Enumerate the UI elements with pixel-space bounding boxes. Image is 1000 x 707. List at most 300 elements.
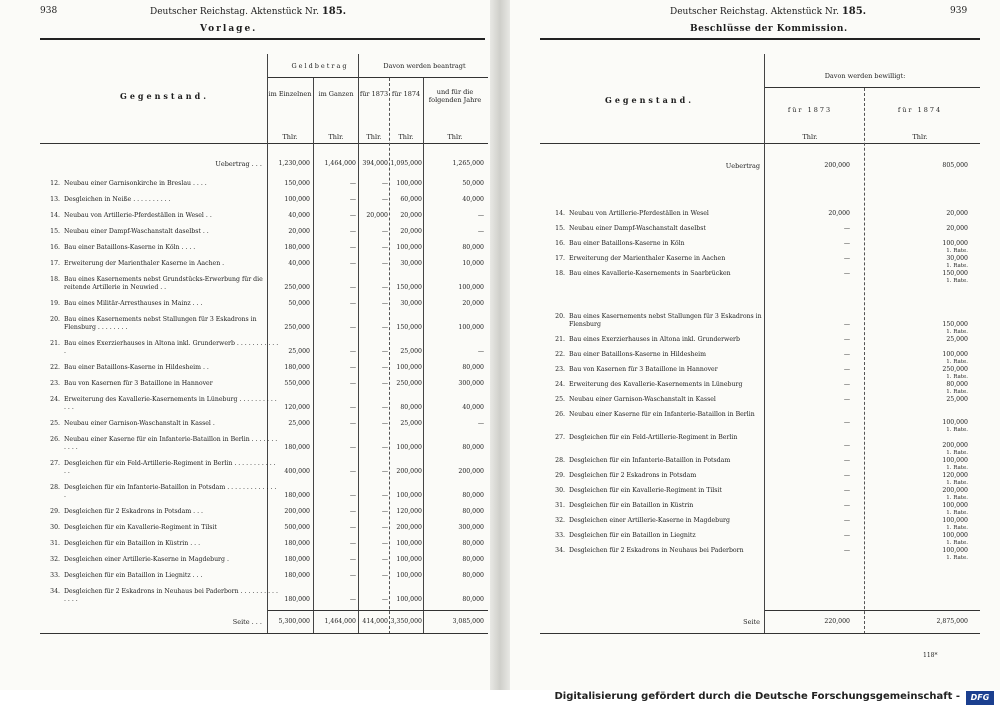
row-value: —	[477, 212, 484, 219]
left-col-geldbetrag: Geldbetrag	[291, 62, 349, 70]
left-unit-1: Thlr.	[282, 133, 298, 141]
row-description: Bau eines Kasernements nebst Grundstücks-Erwerbung für die reitende Artillerie in Neuwied . .	[64, 276, 263, 291]
right-top-rule	[540, 38, 980, 40]
right-header-bottom-rule	[540, 143, 980, 144]
row-value: —	[843, 457, 850, 464]
row-value: 180,000	[284, 596, 310, 603]
row-number: 22.	[50, 364, 60, 371]
row-value: 150,000	[396, 324, 422, 331]
row-value: 20,000	[946, 225, 968, 232]
row-rate: 1. Rate.	[946, 248, 968, 254]
right-col-1874: für 1874	[897, 106, 943, 114]
footer-credit: Digitalisierung gefördert durch die Deutsche Forschungsgemeinschaft -	[554, 691, 960, 702]
row-description: Desgleichen einer Artillerie-Kaserne in Magdeburg	[569, 517, 730, 524]
row-rate: 1. Rate.	[946, 495, 968, 501]
row-description: Desgleichen für ein Kavallerie-Regiment in Tilsit	[64, 524, 217, 531]
right-uebertrag-label: Uebertrag	[725, 162, 760, 170]
row-value: —	[843, 381, 850, 388]
row-number: 24.	[555, 381, 565, 388]
row-value: 100,000	[942, 351, 968, 358]
row-description: Desgleichen für ein Bataillon in Küstrin . . .	[64, 540, 201, 547]
row-rate: 1. Rate.	[946, 389, 968, 395]
row-description: Desgleichen für ein Bataillon in Liegnitz . . .	[64, 572, 203, 579]
row-value: 100,000	[942, 547, 968, 554]
row-value: —	[349, 572, 356, 579]
row-number: 20.	[555, 313, 565, 320]
row-value: —	[843, 255, 850, 262]
left-unit-2: Thlr.	[328, 133, 344, 141]
row-value: 500,000	[284, 524, 310, 531]
row-value: 80,000	[462, 596, 484, 603]
row-value: —	[843, 502, 850, 509]
row-number: 15.	[555, 225, 565, 232]
row-value: 250,000	[284, 324, 310, 331]
row-rate: 1. Rate.	[946, 359, 968, 365]
row-description: Bau eines Kasernements nebst Stallungen für 3 Eskadrons in Flensburg . . . . . . . .	[64, 316, 257, 331]
row-value: 100,000	[942, 517, 968, 524]
row-description: Desgleichen für ein Infanterie-Bataillon in Potsdam . . . . . . . . . . . . . .	[64, 484, 277, 499]
left-section-title: Vorlage.	[200, 24, 258, 34]
left-sum-rule	[268, 610, 488, 611]
row-value: —	[349, 508, 356, 515]
left-page	[0, 0, 490, 690]
row-value: —	[381, 444, 388, 451]
right-sum-rule	[765, 610, 980, 611]
row-value: —	[349, 468, 356, 475]
row-rate: 1. Rate.	[946, 465, 968, 471]
row-number: 26.	[555, 411, 565, 418]
row-value: —	[477, 420, 484, 427]
row-value: 30,000	[946, 255, 968, 262]
right-bottom-rule	[540, 633, 980, 634]
row-description: Neubau einer Kaserne für ein Infanterie-Bataillon in Berlin	[569, 411, 755, 418]
row-rate: 1. Rate.	[946, 525, 968, 531]
row-value: 40,000	[462, 404, 484, 411]
row-description: Neubau von Artillerie-Pferdeställen in Wesel . .	[64, 212, 212, 219]
row-value: —	[381, 492, 388, 499]
row-value: —	[349, 364, 356, 371]
row-number: 30.	[555, 487, 565, 494]
right-section-title: Beschlüsse der Kommission.	[690, 24, 848, 34]
right-uebertrag-value-1: 200,000	[824, 162, 850, 169]
left-col-davon: Davon werden beantragt	[383, 62, 466, 70]
row-value: —	[349, 380, 356, 387]
row-value: 30,000	[400, 260, 422, 267]
row-number: 30.	[50, 524, 60, 531]
left-seite-value-2: 1,464,000	[324, 618, 356, 625]
left-uebertrag-label: Uebertrag . . .	[215, 160, 262, 168]
row-value: —	[349, 300, 356, 307]
left-top-rule	[40, 38, 485, 40]
row-value: 200,000	[396, 524, 422, 531]
row-description: Neubau einer Garnison-Waschanstalt in Kassel	[569, 396, 716, 403]
row-number: 12.	[50, 180, 60, 187]
row-number: 34.	[555, 547, 565, 554]
row-value: —	[349, 492, 356, 499]
row-value: —	[349, 540, 356, 547]
row-value: 40,000	[462, 196, 484, 203]
left-col-einzelnen: im Einzelnen	[268, 90, 312, 98]
row-number: 14.	[555, 210, 565, 217]
row-value: 100,000	[458, 324, 484, 331]
row-value: 100,000	[396, 492, 422, 499]
row-value: 100,000	[942, 457, 968, 464]
row-description: Bau eines Kavallerie-Kasernements in Saarbrücken	[569, 270, 731, 277]
row-description: Erweiterung des Kavallerie-Kasernements in Lüneburg . . . . . . . . . . . . .	[64, 396, 277, 411]
row-value: 100,000	[458, 284, 484, 291]
right-page	[510, 0, 1000, 690]
row-value: 25,000	[288, 348, 310, 355]
row-value: 100,000	[396, 596, 422, 603]
row-value: 300,000	[458, 524, 484, 531]
row-value: —	[381, 508, 388, 515]
left-seite-value-3: 414,000	[362, 618, 388, 625]
row-value: 25,000	[946, 396, 968, 403]
row-value: —	[843, 396, 850, 403]
left-unit-4: Thlr.	[398, 133, 414, 141]
row-value: 100,000	[942, 419, 968, 426]
row-rate: 1. Rate.	[946, 510, 968, 516]
row-value: —	[349, 404, 356, 411]
row-number: 16.	[555, 240, 565, 247]
row-value: —	[381, 380, 388, 387]
row-rate: 1. Rate.	[946, 450, 968, 456]
row-value: —	[843, 240, 850, 247]
left-col-folgende: und für die folgenden Jahre	[428, 88, 482, 104]
row-value: 50,000	[288, 300, 310, 307]
row-rate: 1. Rate.	[946, 278, 968, 284]
row-value: 25,000	[946, 336, 968, 343]
right-seite-value-2: 2,875,000	[936, 618, 968, 625]
row-value: 25,000	[400, 348, 422, 355]
row-value: 100,000	[396, 540, 422, 547]
row-description: Desgleichen für ein Feld-Artillerie-Regiment in Berlin . . . . . . . . . . . . .	[64, 460, 276, 475]
row-value: 80,000	[462, 540, 484, 547]
row-number: 18.	[50, 276, 60, 283]
row-value: 80,000	[462, 492, 484, 499]
row-number: 22.	[555, 351, 565, 358]
row-value: —	[349, 324, 356, 331]
row-value: 180,000	[284, 556, 310, 563]
row-value: —	[349, 284, 356, 291]
row-value: 150,000	[396, 284, 422, 291]
row-number: 33.	[50, 572, 60, 579]
row-number: 14.	[50, 212, 60, 219]
row-description: Erweiterung des Kavallerie-Kasernements in Lüneburg	[569, 381, 743, 388]
row-value: 60,000	[400, 196, 422, 203]
row-number: 28.	[50, 484, 60, 491]
row-value: —	[349, 596, 356, 603]
left-running-header	[150, 6, 346, 17]
row-value: —	[843, 270, 850, 277]
row-value: 120,000	[284, 404, 310, 411]
row-value: 80,000	[462, 244, 484, 251]
row-value: —	[349, 556, 356, 563]
row-description: Neubau einer Dampf-Waschanstalt daselbst . .	[64, 228, 209, 235]
row-number: 27.	[555, 434, 565, 441]
row-value: 180,000	[284, 572, 310, 579]
right-header-text: Deutscher Reichstag. Aktenstück Nr.	[670, 7, 839, 17]
row-value: —	[349, 348, 356, 355]
row-value: 80,000	[462, 508, 484, 515]
row-value: —	[843, 472, 850, 479]
row-value: —	[349, 196, 356, 203]
row-description: Bau von Kasernen für 3 Bataillone in Hannover	[64, 380, 213, 387]
left-col-ganzen: im Ganzen	[318, 90, 354, 98]
row-description: Desgleichen für ein Bataillon in Küstrin	[569, 502, 694, 509]
row-description: Neubau von Artillerie-Pferdeställen in Wesel	[569, 210, 709, 217]
row-value: —	[843, 547, 850, 554]
row-value: 20,000	[400, 212, 422, 219]
row-description: Desgleichen für ein Infanterie-Bataillon in Potsdam	[569, 457, 731, 464]
left-col-1874: für 1874	[391, 90, 421, 98]
row-value: 80,000	[462, 572, 484, 579]
row-value: —	[381, 300, 388, 307]
row-value: 25,000	[288, 420, 310, 427]
row-description: Neubau einer Garnison-Waschanstalt in Kassel .	[64, 420, 215, 427]
row-value: —	[349, 420, 356, 427]
row-number: 18.	[555, 270, 565, 277]
row-number: 16.	[50, 244, 60, 251]
row-value: 250,000	[396, 380, 422, 387]
right-col-1873: für 1873	[787, 106, 833, 114]
row-rate: 1. Rate.	[946, 263, 968, 269]
row-description: Desgleichen für 2 Eskadrons in Neuhaus bei Paderborn . . . . . . . . . . . . . .	[64, 588, 278, 603]
right-running-header	[670, 6, 866, 17]
row-value: 200,000	[942, 442, 968, 449]
row-description: Desgleichen für ein Bataillon in Liegnitz	[569, 532, 696, 539]
row-value: 180,000	[284, 492, 310, 499]
row-rate: 1. Rate.	[946, 555, 968, 561]
row-number: 34.	[50, 588, 60, 595]
row-number: 32.	[555, 517, 565, 524]
row-value: —	[381, 364, 388, 371]
row-value: —	[843, 336, 850, 343]
row-value: —	[349, 260, 356, 267]
left-unit-5: Thlr.	[447, 133, 463, 141]
row-description: Desgleichen für 2 Eskadrons in Potsdam . . .	[64, 508, 203, 515]
right-unit-2: Thlr.	[912, 133, 928, 141]
left-uebertrag-value-4: 1,095,000	[390, 160, 422, 167]
row-description: Desgleichen für ein Kavallerie-Regiment in Tilsit	[569, 487, 722, 494]
row-value: 30,000	[400, 300, 422, 307]
row-description: Desgleichen für 2 Eskadrons in Neuhaus bei Paderborn	[569, 547, 744, 554]
row-number: 24.	[50, 396, 60, 403]
row-value: 180,000	[284, 364, 310, 371]
left-col-1873: für 1873	[359, 90, 389, 98]
row-value: 80,000	[462, 364, 484, 371]
row-number: 29.	[50, 508, 60, 515]
row-value: 200,000	[284, 508, 310, 515]
row-value: —	[477, 348, 484, 355]
row-value: —	[381, 180, 388, 187]
row-value: —	[381, 284, 388, 291]
row-value: —	[381, 260, 388, 267]
right-vline-2	[864, 88, 865, 634]
row-number: 23.	[50, 380, 60, 387]
left-seite-value-4: 3,350,000	[390, 618, 422, 625]
left-seite-value-5: 3,085,000	[452, 618, 484, 625]
row-value: 25,000	[400, 420, 422, 427]
row-description: Neubau einer Kaserne für ein Infanterie-Bataillon in Berlin . . . . . . . . . . .	[64, 436, 278, 451]
row-value: 40,000	[288, 260, 310, 267]
row-value: —	[381, 572, 388, 579]
row-value: 20,000	[288, 228, 310, 235]
row-number: 19.	[50, 300, 60, 307]
row-value: 120,000	[942, 472, 968, 479]
row-value: 80,000	[400, 404, 422, 411]
row-value: —	[349, 180, 356, 187]
row-number: 26.	[50, 436, 60, 443]
row-value: —	[349, 212, 356, 219]
row-rate: 1. Rate.	[946, 480, 968, 486]
right-seite-label: Seite	[743, 618, 760, 626]
row-value: 80,000	[462, 444, 484, 451]
row-description: Bau eines Exerzierhauses in Altona inkl. Grunderwerb . . . . . . . . . . . .	[64, 340, 279, 355]
row-description: Desgleichen in Neiße . . . . . . . . . .	[64, 196, 171, 203]
row-value: 100,000	[942, 502, 968, 509]
row-value: 200,000	[942, 487, 968, 494]
left-unit-3: Thlr.	[366, 133, 382, 141]
row-description: Bau einer Bataillons-Kaserne in Hildesheim	[569, 351, 707, 358]
row-value: 100,000	[396, 556, 422, 563]
row-value: —	[349, 524, 356, 531]
left-seite-value-1: 5,300,000	[278, 618, 310, 625]
row-value: 20,000	[400, 228, 422, 235]
right-col-subject: Gegenstand.	[605, 95, 694, 105]
row-rate: 1. Rate.	[946, 540, 968, 546]
right-unit-1: Thlr.	[802, 133, 818, 141]
row-value: 10,000	[462, 260, 484, 267]
row-description: Bau eines Kasernements nebst Stallungen für 3 Eskadrons in Flensburg	[569, 313, 762, 328]
row-value: 250,000	[284, 284, 310, 291]
row-value: 20,000	[828, 210, 850, 217]
row-description: Bau einer Bataillons-Kaserne in Köln	[569, 240, 685, 247]
row-number: 15.	[50, 228, 60, 235]
left-page-number: 938	[40, 6, 58, 16]
row-value: 200,000	[396, 468, 422, 475]
row-value: —	[381, 324, 388, 331]
row-value: —	[843, 321, 850, 328]
row-value: —	[381, 348, 388, 355]
row-value: 180,000	[284, 540, 310, 547]
row-number: 20.	[50, 316, 60, 323]
row-description: Desgleichen für ein Feld-Artillerie-Regiment in Berlin	[569, 434, 738, 441]
left-uebertrag-value-1: 1,230,000	[278, 160, 310, 167]
row-number: 21.	[50, 340, 60, 347]
row-description: Bau eines Exerzierhauses in Altona inkl. Grunderwerb	[569, 336, 740, 343]
row-value: —	[843, 419, 850, 426]
left-header-bottom-rule	[40, 143, 488, 144]
row-rate: 1. Rate.	[946, 329, 968, 335]
row-value: 100,000	[396, 180, 422, 187]
row-number: 31.	[555, 502, 565, 509]
row-value: —	[349, 244, 356, 251]
row-value: 150,000	[942, 270, 968, 277]
left-header-text: Deutscher Reichstag. Aktenstück Nr.	[150, 7, 319, 17]
row-description: Desgleichen einer Artillerie-Kaserne in Magdeburg .	[64, 556, 229, 563]
row-value: 180,000	[284, 244, 310, 251]
row-value: —	[381, 468, 388, 475]
row-value: 80,000	[462, 556, 484, 563]
row-value: 40,000	[288, 212, 310, 219]
row-value: 100,000	[396, 444, 422, 451]
row-value: —	[843, 366, 850, 373]
row-value: 100,000	[396, 364, 422, 371]
row-number: 33.	[555, 532, 565, 539]
row-value: 550,000	[284, 380, 310, 387]
row-description: Neubau einer Dampf-Waschanstalt daselbst	[569, 225, 706, 232]
row-value: —	[843, 225, 850, 232]
left-uebertrag-value-3: 394,000	[362, 160, 388, 167]
row-value: 100,000	[396, 572, 422, 579]
row-value: 150,000	[284, 180, 310, 187]
row-description: Bau einer Bataillons-Kaserne in Köln . . . .	[64, 244, 196, 251]
row-description: Neubau einer Garnisonkirche in Breslau . . . .	[64, 180, 207, 187]
book-gutter	[490, 0, 510, 690]
row-value: 100,000	[284, 196, 310, 203]
right-uebertrag-value-2: 805,000	[942, 162, 968, 169]
row-value: 120,000	[396, 508, 422, 515]
right-header-subrule	[765, 87, 980, 88]
right-seite-value-1: 220,000	[824, 618, 850, 625]
row-rate: 1. Rate.	[946, 374, 968, 380]
dfg-logo: DFG	[966, 691, 994, 705]
left-seite-label: Seite . . .	[232, 618, 262, 626]
right-header-number: 185.	[841, 6, 867, 17]
row-value: —	[349, 444, 356, 451]
row-value: —	[381, 596, 388, 603]
row-value: 100,000	[942, 240, 968, 247]
row-value: 80,000	[946, 381, 968, 388]
row-number: 17.	[50, 260, 60, 267]
row-value: 100,000	[942, 532, 968, 539]
right-col-davon: Davon werden bewilligt:	[824, 72, 906, 80]
row-value: —	[843, 442, 850, 449]
right-page-number: 939	[950, 6, 968, 16]
row-value: —	[381, 540, 388, 547]
row-value: 20,000	[366, 212, 388, 219]
row-value: 20,000	[946, 210, 968, 217]
row-number: 21.	[555, 336, 565, 343]
row-description: Erweiterung der Marienthaler Kaserne in Aachen	[569, 255, 726, 262]
row-value: —	[843, 487, 850, 494]
left-header-subrule	[268, 77, 488, 78]
left-bottom-rule	[40, 633, 488, 634]
row-value: —	[381, 196, 388, 203]
row-value: —	[381, 556, 388, 563]
row-value: —	[477, 228, 484, 235]
right-page-stamp: 118*	[923, 652, 938, 659]
row-value: 300,000	[458, 380, 484, 387]
row-rate: 1. Rate.	[946, 427, 968, 433]
row-description: Bau eines Militär-Arresthauses in Mainz . . .	[64, 300, 203, 307]
row-number: 28.	[555, 457, 565, 464]
left-col-subject: Gegenstand.	[120, 91, 209, 101]
row-description: Desgleichen für 2 Eskadrons in Potsdam	[569, 472, 697, 479]
row-number: 29.	[555, 472, 565, 479]
row-description: Erweiterung der Marienthaler Kaserne in Aachen .	[64, 260, 225, 267]
row-value: 180,000	[284, 444, 310, 451]
row-description: Bau einer Bataillons-Kaserne in Hildesheim . .	[64, 364, 209, 371]
row-value: 20,000	[462, 300, 484, 307]
row-number: 25.	[555, 396, 565, 403]
row-value: —	[381, 420, 388, 427]
row-value: 250,000	[942, 366, 968, 373]
row-value: —	[843, 532, 850, 539]
row-value: —	[381, 524, 388, 531]
left-uebertrag-value-5: 1,265,000	[452, 160, 484, 167]
